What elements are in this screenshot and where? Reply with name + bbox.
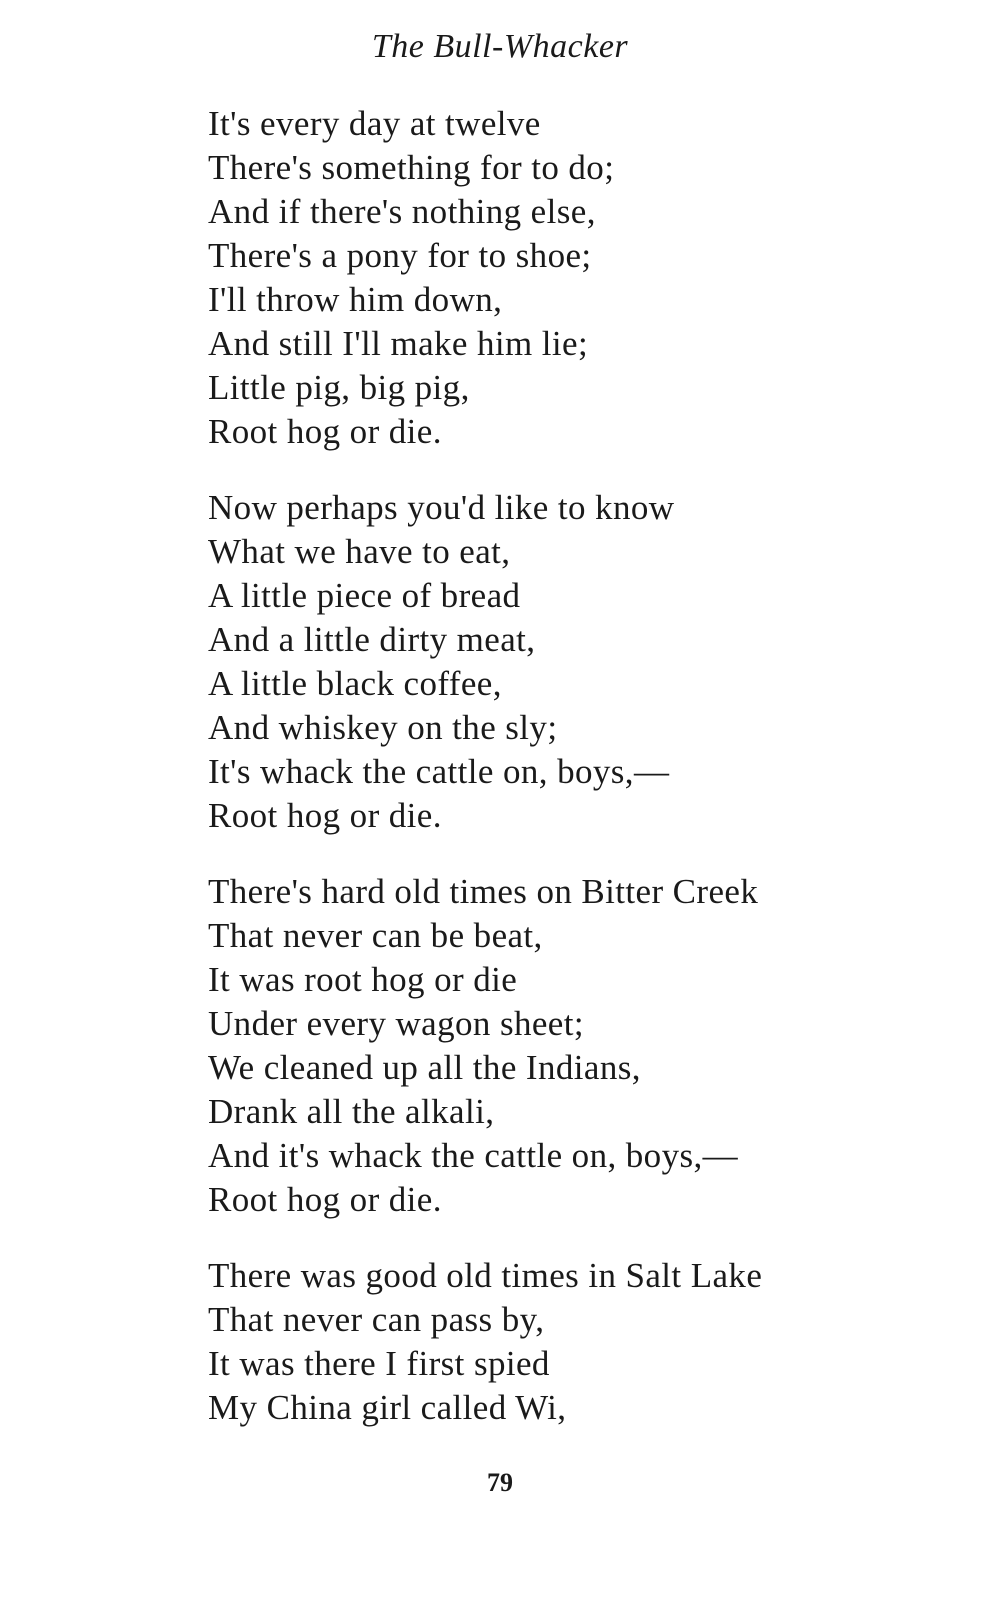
stanza-2 xyxy=(208,486,928,838)
stanza-3 xyxy=(208,870,928,1222)
poem-line: That never can pass by, xyxy=(208,1300,545,1339)
poem-line: A little black coffee, xyxy=(208,664,502,703)
poem-line: Root hog or die. xyxy=(208,796,442,835)
poem-line: There's something for to do; xyxy=(208,148,615,187)
poem-line: Root hog or die. xyxy=(208,412,442,451)
poem-line: And whiskey on the sly; xyxy=(208,708,558,747)
poem-line: A little piece of bread xyxy=(208,576,521,615)
running-head-title: The Bull-Whacker xyxy=(371,28,629,65)
poem-line: And it's whack the cattle on, boys,— xyxy=(208,1136,739,1175)
poem-line: And a little dirty meat, xyxy=(208,620,536,659)
poem-line: There was good old times in Salt Lake xyxy=(208,1256,763,1295)
poem-line: Little pig, big pig, xyxy=(208,368,470,407)
poem-line: It's every day at twelve xyxy=(208,104,541,143)
page-number: 79 xyxy=(487,1468,513,1497)
poem-line: Root hog or die. xyxy=(208,1180,442,1219)
poem-line: There's a pony for to shoe; xyxy=(208,236,592,275)
poem-line: It's whack the cattle on, boys,— xyxy=(208,752,670,791)
poem-line: And if there's nothing else, xyxy=(208,192,596,231)
poem-line: It was root hog or die xyxy=(208,960,518,999)
poem-line: We cleaned up all the Indians, xyxy=(208,1048,641,1087)
poem-line: That never can be beat, xyxy=(208,916,543,955)
poem-line: What we have to eat, xyxy=(208,532,511,571)
poem-line: Drank all the alkali, xyxy=(208,1092,495,1131)
poem-line: My China girl called Wi, xyxy=(208,1388,567,1427)
poem-line: And still I'll make him lie; xyxy=(208,324,589,363)
poem-line: Under every wagon sheet; xyxy=(208,1004,584,1043)
poem-line: Now perhaps you'd like to know xyxy=(208,488,675,527)
stanza-1 xyxy=(208,102,928,454)
stanza-4 xyxy=(208,1254,928,1430)
poem-body xyxy=(208,102,928,1462)
poem-line: There's hard old times on Bitter Creek xyxy=(208,872,759,911)
poem-line: It was there I first spied xyxy=(208,1344,550,1383)
poem-line: I'll throw him down, xyxy=(208,280,503,319)
